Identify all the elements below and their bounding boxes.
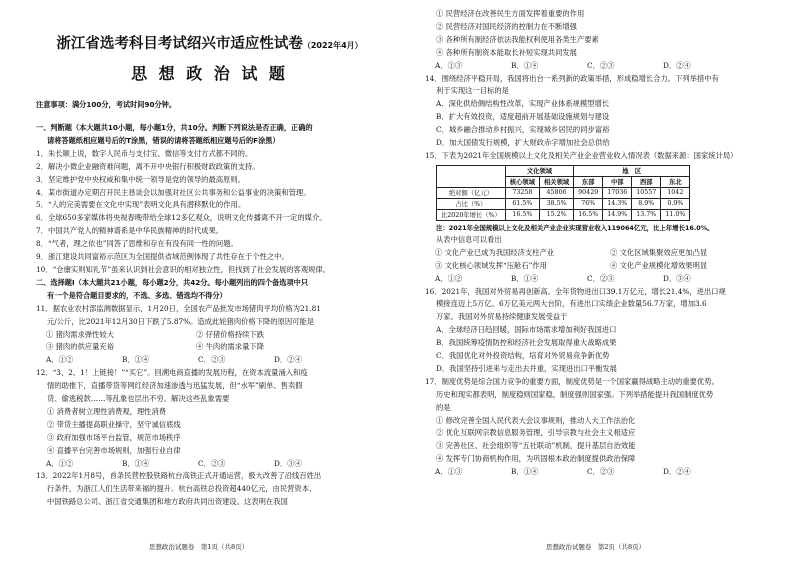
section-choice: [36, 277, 383, 509]
table-cell: 14.9%: [603, 209, 632, 220]
table-cell: 61.5%: [505, 198, 539, 209]
answer-option: A．①②: [435, 273, 463, 283]
answer-option: A．①②: [46, 458, 74, 468]
choice-item: ④ 牛肉的需求量下降: [196, 342, 264, 352]
choice-item: ④ 直播平台完善市场规则，加强行业自律: [47, 445, 181, 455]
choice-item: B．我国统筹疫情防控和经济社会发展取得重大战略成果: [436, 338, 617, 348]
answer-option: D．②④: [663, 467, 691, 477]
table-cell: 15.2%: [539, 209, 573, 220]
judge-item: 4．某市街道办定期召开民主恳谈会以加强对社区公共事务和公益事业的决策和管理。: [36, 187, 311, 197]
judge-item: 8．“气者，理之依也”同答了思维和存在有没有同一性的问题。: [36, 239, 238, 249]
table-corner: [437, 165, 506, 187]
choice-item: ③ 各种所有制经济依法我能权利使用各类生产要素: [436, 34, 599, 44]
question-stem: 从表中信息可以看出: [436, 234, 502, 244]
choice-item: ③ 完善社区、社会组织等“五社联动”机制，提升基层自治效能: [436, 441, 636, 451]
question-14: [425, 73, 778, 150]
table-group-header: 文化领域: [505, 165, 573, 176]
table-col-header: 相关领域: [539, 176, 573, 187]
table-col-header: 东部: [574, 176, 603, 187]
question-13: [36, 470, 383, 509]
table-row: [437, 187, 690, 198]
question-stem: 利于实现这一目标的是: [436, 86, 509, 96]
choice-item: A．全球经济日趋回暖，国际市场需求增加利好我国进口: [436, 325, 617, 335]
table-row: [437, 209, 690, 220]
question-12: [36, 367, 383, 470]
question-stem: 中国铁路总公司、浙江省交通集团和地方政府共同出资建设。这表明在我国: [47, 497, 288, 507]
table-cell: 45806: [539, 187, 573, 198]
question-16: [425, 286, 778, 376]
answer-option: B．①④: [122, 355, 150, 365]
choice-item: ③ 猪肉的供应量充裕: [46, 342, 114, 352]
question-stem: 17．制度优势是综合国力竞争的重要方面，制度优势是一个国家赢得战略主动的重要优势。: [425, 376, 719, 386]
table-cell: 0.9%: [661, 198, 690, 209]
answer-option: B．①④: [511, 60, 539, 70]
exam-title: [36, 32, 383, 53]
table-cell: 16.5%: [505, 209, 539, 220]
choice-item: ① 消费者树立理性消费观，理性消费: [47, 406, 167, 416]
choice-item: ② 文化区域集聚效应更加凸显: [610, 247, 708, 257]
table-cell: 10557: [632, 187, 661, 198]
judge-item: 5．“人的完美需要在文化中实现”表明文化具有潜移默化的作用。: [36, 200, 246, 210]
choice-item: C．城乡融合推动乡村振兴，实现城乡居民的同步富裕: [436, 125, 610, 135]
table-cell: 13.7%: [632, 209, 661, 220]
choice-item: ③ 政府加强市场平台监管，规范市场秩序: [47, 432, 181, 442]
answer-option: A．①②: [46, 355, 74, 365]
choice-item: ④ 发挥专门协商机构作用，为巩固根本政治制度提供政治保障: [436, 454, 636, 464]
judge-item: 2．解决小微企业融资难问题，离不开中央银行积极财政政策的支持。: [36, 161, 260, 171]
choice-item: D．加大国债发行规模，扩大财政赤字增加社会总供给: [436, 138, 610, 148]
question-stem: 万家。我国对外贸易持续健康发展受益于: [436, 312, 568, 322]
question-stem: 元/公斤，比2021年12月30日下跌了5.87%。造成此轮猪肉价格下降的原因可能是: [47, 316, 315, 326]
choice-item: ④ 文化产业规模化增效果明显: [610, 260, 708, 270]
table-header-row: [437, 165, 690, 176]
table-cell: 8.9%: [632, 198, 661, 209]
revenue-table: [436, 165, 690, 221]
question-15: [425, 150, 778, 286]
answer-option: D．③④: [274, 458, 302, 468]
table-group-header: 地 区: [574, 165, 690, 176]
section1-heading: 一、判断题（本大题共10小题，每小题1分，共10分。判断下列说法是否正确，正确的: [36, 123, 313, 132]
answer-option: C．②③: [587, 273, 615, 283]
answer-option: C．②③: [587, 60, 615, 70]
choice-item: C．我国优化对外投资结构，培育对外贸易竞争新优势: [436, 351, 610, 361]
notice: [36, 100, 383, 110]
question-stem: 15．下表为2021年全国规模以上文化及相关产业企业营业收入情况表（数据来源：国家统计局）: [425, 150, 738, 160]
section1-heading-cont: 请将答题纸相应题号后的T涂黑，错误的请将答题纸相应题号后的F涂黑）: [47, 135, 280, 145]
question-stem: 的是: [436, 402, 451, 412]
section2-heading: 二、选择题Ⅰ（本大题共21小题，每小题2分，共42分。每小题列出的四个备选项中只: [36, 277, 309, 287]
table-note: 注：2021年全国规模以上文化及相关产业企业实现营业收入119064亿元，比上年增长16.0%。: [436, 223, 714, 232]
choice-item: ① 猪肉需求弹性较大: [46, 329, 114, 339]
question-13-cont: [425, 8, 778, 73]
exam-title-text: 浙江省选考科目考试绍兴市适应性试卷: [56, 36, 303, 52]
question-stem: 16．2021年，我国对外贸易再创新高。全年货物进出口39.1万亿元，增长21.4%，进出口规: [425, 286, 726, 296]
choice-item: ② 优化互联网宗教信息服务管理，引导宗教与社会主义相适应: [436, 428, 636, 438]
judge-item: 6．全球650多家媒体将央视春晚带给全球12多亿观众，说明文化传播离不开一定的媒介。: [36, 213, 327, 223]
table-col-header: 中部: [603, 176, 632, 187]
table-cell: 16.5%: [574, 209, 603, 220]
answer-option: D．②④: [274, 355, 302, 365]
question-stem: 历史和现实都表明，制度稳则国家稳，制度强则国家强。下列举措能提升我国制度优势: [436, 389, 714, 399]
notice-text: 注意事项：满分100分，考试时间90分钟。: [36, 100, 177, 109]
answer-option: B．①④: [122, 458, 150, 468]
answer-option: A．①③: [435, 467, 463, 477]
table-cell: 38.5%: [539, 198, 573, 209]
choice-item: ③ 文化核心领域发挥“压舱石”作用: [435, 260, 547, 270]
question-stem: 11．据农业农村部监测数据显示，1月20日，全国农产品批发市场猪肉平均价格为21.81: [36, 303, 321, 313]
answer-option: C．②③: [198, 355, 226, 365]
table-col-header: 东北: [661, 176, 690, 187]
choice-item: ② 带货主播提高职业操守，坚守诚信底线: [47, 419, 181, 429]
question-17: [425, 376, 778, 479]
table-row-label: 占比（%）: [437, 198, 506, 209]
answer-option: D．③④: [663, 273, 691, 283]
choice-item: A．深化供给侧结构性改革，实现产业体系规模型增长: [436, 99, 610, 109]
question-stem: 行条件，为浙江人们生活带来福的提升。杭台高铁总投资超440亿元，由民营资本、: [47, 484, 317, 494]
answer-option: B．①④: [511, 467, 539, 477]
judge-item: 1．朱长顺上说，数字人民币与支付宝、微信等支付方式都不同的。: [36, 148, 253, 158]
table-row-label: 绝对额（亿元）: [437, 187, 506, 198]
judge-item: 9．浙江建设共同富裕示范区为全国提供省域范例体现了共性存在于个性之中。: [36, 252, 289, 262]
choice-item: D．我国坚持引进来与走出去并重，实现进出口平衡发展: [436, 363, 617, 373]
choice-item: ② 民营经济对国民经济的控制力在不断增强: [436, 21, 577, 31]
question-stem: 货、偷逃税款……等乱象也层出不穷。解决这些乱象需要: [47, 394, 230, 404]
question-stem: 14．围绕经济平稳开局，我国将出台一系列新的政策举措，形成稳增长合力。下列举措中有: [425, 73, 719, 83]
section2-heading-cont: 有一个是符合题目要求的，不选、多选、错选均不得分）: [47, 290, 227, 300]
question-stem: 12．“3、2、1！上链接！”“买它”。回溯电商直播的发展历程，在资本流量涌入和疫: [36, 368, 308, 378]
question-stem: 13．2022年1月8号，首条民营控股铁路杭台高铁正式开通运营，极大改善了沿线百姓出: [36, 471, 322, 481]
question-11: [36, 303, 383, 368]
table-cell: 76%: [574, 198, 603, 209]
judge-item: 10．“仓廪实则知礼节”虽来认识到社会意识的相对独立性，但找到了社会发展的客观规律。: [36, 264, 331, 274]
judge-item: 3．坚定维护党中央权威和集中统一领导是党的领导的最高原则。: [36, 174, 245, 184]
choice-item: ① 修改完善全国人民代表大会议事规则，推动人大工作法治化: [436, 415, 636, 425]
choice-item: B．扩大有效投资，适度超前开展基础设施规划与建设: [436, 112, 610, 122]
choice-item: ① 民营经济在改善民生方面发挥着重要的作用: [436, 9, 585, 18]
exam-subtitle: 思 想 政 治 试 题: [131, 64, 288, 83]
choice-item: ② 仔猪价格持续下跌: [196, 329, 264, 339]
answer-option: B．①④: [511, 273, 539, 283]
exam-date: （2022年4月）: [302, 41, 363, 50]
choice-item: ④ 各种所有制资本能取长补短实现共同发展: [436, 47, 577, 57]
page-footer: 思想政治试题卷 第2页（共8页）: [545, 543, 646, 551]
page-footer: 思想政治试题卷 第1页（共8页）: [148, 543, 249, 551]
table-cell: 1042: [661, 187, 690, 198]
table-cell: 90429: [574, 187, 603, 198]
answer-option: A．①③: [435, 60, 463, 70]
table-row: [437, 198, 690, 209]
question-stem: 模接连迈上5万亿、6万亿美元两大台阶，有进出口实绩企业数量56.7万家，增加3.6: [436, 299, 707, 309]
table-cell: 17036: [603, 187, 632, 198]
table-cell: 11.0%: [661, 209, 690, 220]
answer-option: C．②③: [198, 458, 226, 468]
question-stem: 情的助推下，直播带货等网红经济加速渗透与迅猛发展，但“水军”刷单、售卖假: [47, 381, 303, 391]
table-row-label: 比2020年增长（%）: [437, 209, 506, 220]
answer-option: D．②④: [663, 60, 691, 70]
section-judge: [36, 122, 383, 277]
page-2: [397, 0, 794, 561]
table-cell: 73258: [505, 187, 539, 198]
judge-item: 7．中国共产党人的精神谱系是中华民族精神的时代成果。: [36, 226, 224, 236]
choice-item: ① 文化产业已成为我国经济支柱产业: [435, 247, 555, 257]
table-col-header: 西部: [632, 176, 661, 187]
answer-option: C．②③: [587, 467, 615, 477]
table-cell: 14.3%: [603, 198, 632, 209]
table-col-header: 核心领域: [505, 176, 539, 187]
